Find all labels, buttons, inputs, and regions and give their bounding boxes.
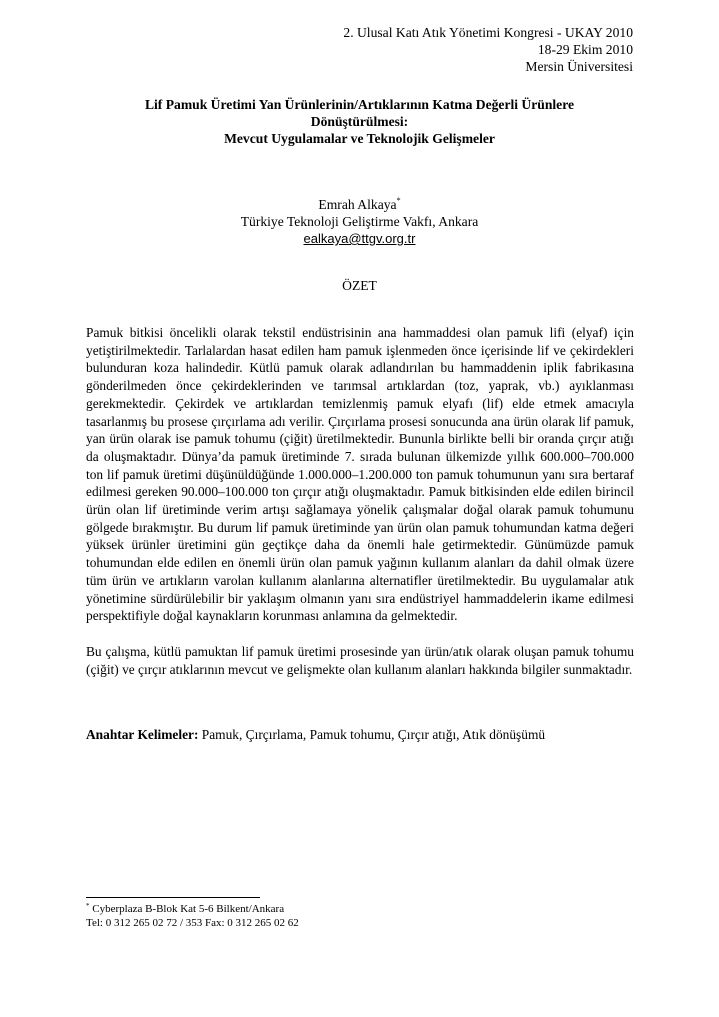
abstract-body bbox=[86, 324, 634, 678]
footnote-address: Cyberplaza B-Blok Kat 5-6 Bilkent/Ankara bbox=[89, 903, 285, 915]
title-line-1: Lif Pamuk Üretimi Yan Ürünlerinin/Artıklarının Katma Değerli Ürünlere bbox=[144, 97, 575, 112]
conference-name: 2. Ulusal Katı Atık Yönetimi Kongresi - UKAY 2010 bbox=[343, 25, 633, 40]
abstract-paragraph-1: Pamuk bitkisi öncelikli olarak tekstil endüstrisinin ana hammaddesi olan pamuk lifi (elyaf) için yetiştirilmektedir. Tarlalardan hasat edilen ham pamuk işlenmeden önce içerisinde lif ve çekirdekleri bulunduran koza halindedir. Kütlü pamuk olarak adlandırılan bu hammaddenin iplik fabrikasına gönderilmeden önce çekirdeklerinden ve tarımsal artıklardan (toz, yaprak, vb.) ayıklanması gerekmektedir. Çekirdek ve artıklardan temizlenmiş pamuk elyafı (lif) elde etmek amacıyla tasarlanmış bu prosese çırçırlama adı verilir. Çırçırlama prosesi sonucunda ana ürün olarak lif pamuk, yan ürün olarak ise pamuk tohumu (çiğit) üretilmektedir. Bununla birlikte belli bir oranda çırçır atığı da oluşmaktadır. Dünya’da pamuk üretiminde 7. sırada bulunan ülkemizde yıllık 600.000–700.000 ton lif pamuk üretimi düşünüldüğünde 1.000.000–1.200.000 ton pamuk tohumunun yanı sıra bertaraf edilmesi gereken 90.000–100.000 ton çırçır atığı oluşmaktadır. Pamuk bitkisinden elde edilen birincil ürün olan lif üretiminde verim artışı sağlamaya yönelik çalışmalar doğal olarak pamuk tohumunu gölgede bırakmıştır. Bu durum lif pamuk üretiminde yan ürün olan pamuk tohumundan katma değeri yüksek ürünler üretimini gün geçtikçe daha da önemli hale getirmektedir. Günümüzde pamuk tohumundan elde edilen en önemli ürün olan pamuk yağının kullanım alanları da dahil olmak üzere tüm ürün ve artıkların varolan kullanım alanlarına alternatifler üretilmektedir. Bu uygulamalar atık yönetimine sürdürülebilir bir yaklaşım olmanın yanı sıra endüstriyel hammaddelerin ikame edilmesi perspektifiyle doğal kaynakların korunması anlamına da gelmektedir. bbox=[86, 325, 634, 624]
footnote-contact: Tel: 0 312 265 02 72 / 353 Fax: 0 312 265 02 62 bbox=[86, 917, 299, 929]
footnote-divider bbox=[86, 897, 260, 898]
author-block bbox=[86, 196, 633, 247]
footnote bbox=[86, 902, 586, 930]
abstract-heading: ÖZET bbox=[342, 278, 377, 293]
author-name: Emrah Alkaya bbox=[318, 197, 397, 212]
keywords-line bbox=[86, 726, 634, 743]
title-line-3: Mevcut Uygulamalar ve Teknolojik Gelişmeler bbox=[224, 131, 495, 146]
footnote-marker: * bbox=[86, 902, 90, 910]
conference-venue: Mersin Üniversitesi bbox=[525, 59, 633, 74]
author-email-link[interactable]: ealkaya@ttgv.org.tr bbox=[303, 231, 416, 246]
conference-date: 18-29 Ekim 2010 bbox=[537, 42, 633, 57]
keywords-label: Anahtar Kelimeler: bbox=[86, 727, 199, 742]
title-line-2: Dönüştürülmesi: bbox=[310, 114, 409, 129]
keywords-text: Pamuk, Çırçırlama, Pamuk tohumu, Çırçır atığı, Atık dönüşümü bbox=[198, 727, 546, 742]
conference-header bbox=[213, 24, 633, 75]
author-line bbox=[86, 196, 633, 213]
paper-title bbox=[86, 96, 633, 147]
author-affiliation: Türkiye Teknoloji Geliştirme Vakfı, Ankara bbox=[240, 214, 479, 229]
abstract-paragraph-2: Bu çalışma, kütlü pamuktan lif pamuk üretimi prosesinde yan ürün/atık olarak oluşan pamuk tohumu (çiğit) ve çırçır atıklarının mevcut ve gelişmekte olan kullanım alanları hakkında bilgiler sunmaktadır. bbox=[86, 643, 634, 677]
author-footnote-marker: * bbox=[396, 196, 401, 205]
